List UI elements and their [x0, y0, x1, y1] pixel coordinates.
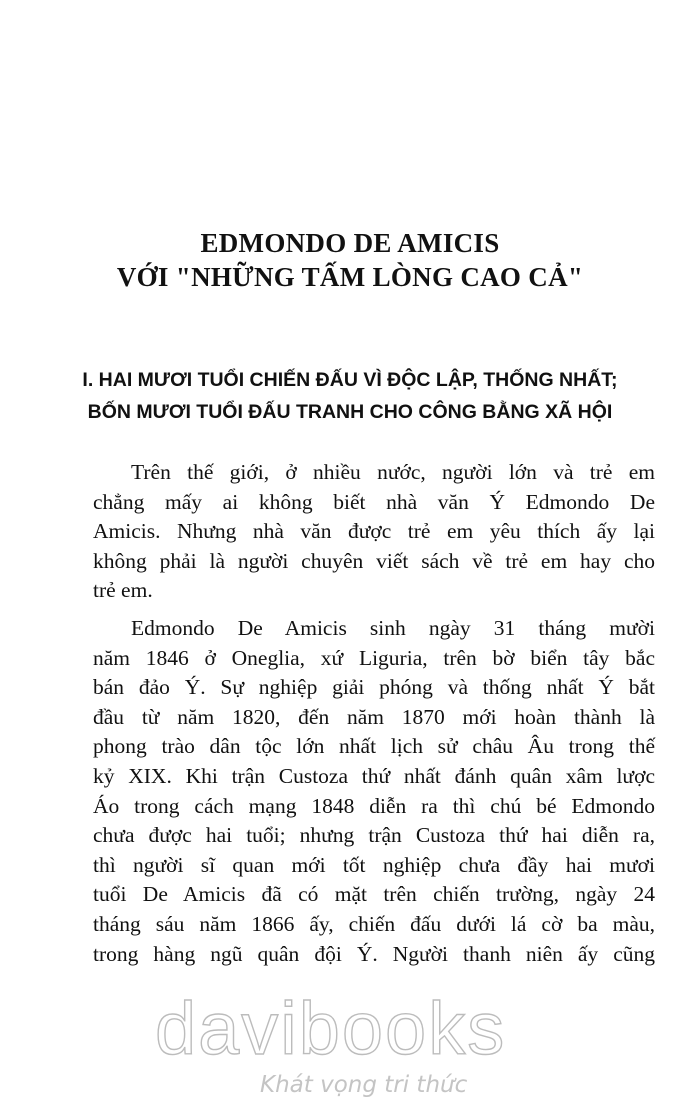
paragraph-line: chưa được hai tuổi; nhưng trận Custoza thứ hai diễn ra,	[93, 823, 655, 848]
paragraph-line: Edmondo De Amicis sinh ngày 31 tháng mười	[131, 615, 655, 640]
paragraph-line: Amicis. Nhưng nhà văn được trẻ em yêu thích ấy lại	[93, 519, 655, 544]
paragraph-line: tuổi De Amicis đã có mặt trên chiến trường, ngày 24	[93, 882, 655, 907]
paragraph-line: kỷ XIX. Khi trận Custoza thứ nhất đánh quân xâm lược	[93, 763, 655, 788]
paragraph-line: đầu từ năm 1820, đến năm 1870 mới hoàn thành là	[93, 704, 655, 729]
paragraph-line: thì người sĩ quan mới tốt nghiệp chưa đầy hai mươi	[93, 852, 655, 877]
section-heading-line-1: I. HAI MƯƠI TUỔI CHIẾN ĐẤU VÌ ĐỘC LẬP, THỐNG NHẤT;	[82, 369, 618, 391]
chapter-title-line-2: VỚI "NHỮNG TẤM LÒNG CAO CẢ"	[116, 262, 584, 292]
body-text	[93, 458, 655, 977]
watermark	[155, 987, 575, 1102]
paragraph-line: bán đảo Ý. Sự nghiệp giải phóng và thống nhất Ý bắt	[93, 675, 655, 700]
paragraph-line: trong hàng ngũ quân đội Ý. Người thanh niên ấy cũng	[93, 941, 655, 966]
watermark-tagline: Khát vọng tri thức	[260, 1072, 468, 1098]
paragraph-line: chẳng mấy ai không biết nhà văn Ý Edmondo De	[93, 489, 655, 514]
paragraph-line: Trên thế giới, ở nhiều nước, người lớn và trẻ em	[131, 460, 655, 484]
paragraph-line: Áo trong cách mạng 1848 diễn ra thì chú bé Edmondo	[93, 793, 655, 818]
watermark-logo: davibooks	[155, 987, 507, 1070]
paragraph-line: trẻ em.	[93, 578, 153, 603]
section-heading	[20, 364, 680, 428]
paragraph-line: năm 1846 ở Oneglia, xứ Liguria, trên bờ biển tây bắc	[93, 645, 655, 670]
paragraph-line: phong trào dân tộc lớn nhất lịch sử châu Âu trong thế	[93, 734, 655, 759]
paragraph-line: tháng sáu năm 1866 ấy, chiến đấu dưới lá cờ ba màu,	[93, 911, 655, 936]
chapter-title	[0, 226, 700, 294]
paragraph-2	[93, 614, 655, 969]
section-heading-line-2: BỐN MƯƠI TUỔI ĐẤU TRANH CHO CÔNG BẰNG XÃ HỘI	[87, 401, 613, 423]
paragraph-line: không phải là người chuyên viết sách về trẻ em hay cho	[93, 548, 655, 573]
chapter-title-line-1: EDMONDO DE AMICIS	[200, 228, 500, 258]
paragraph-1	[93, 458, 655, 606]
